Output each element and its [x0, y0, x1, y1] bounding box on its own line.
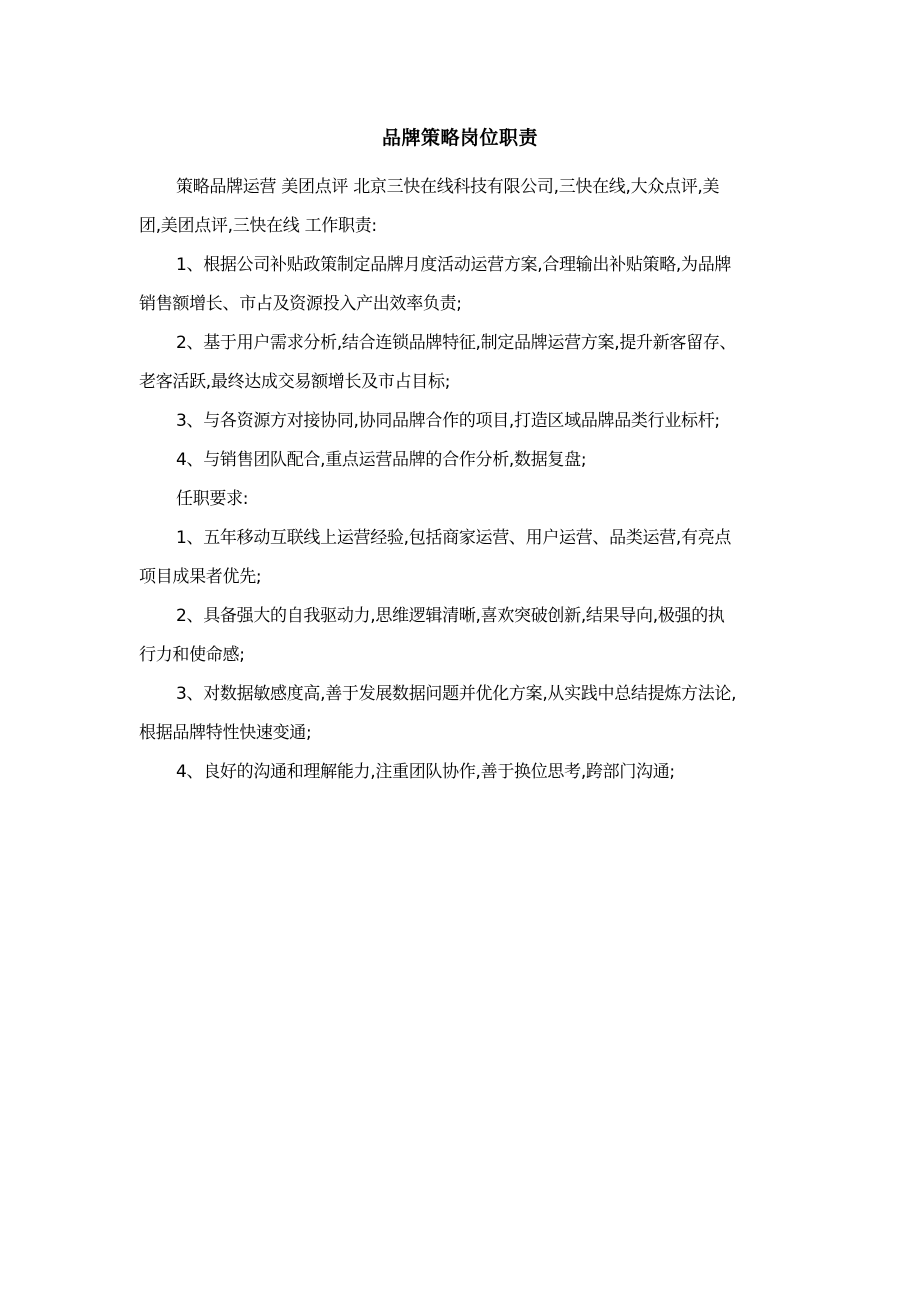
duty-item-3-line-1: 3、与各资源方对接协同,协同品牌合作的项目,打造区域品牌品类行业标杆; — [176, 411, 720, 431]
requirement-item-3-line-1: 3、对数据敏感度高,善于发展数据问题并优化方案,从实践中总结提炼方法论, — [176, 684, 737, 704]
intro-paragraph — [139, 168, 794, 246]
document-title: 品牌策略岗位职责 — [381, 127, 538, 149]
document-body — [139, 168, 794, 792]
requirement-item-4-line-1: 4、良好的沟通和理解能力,注重团队协作,善于换位思考,跨部门沟通; — [176, 762, 675, 782]
requirement-item-2 — [139, 597, 794, 675]
requirement-item-1-line-1: 1、五年移动互联线上运营经验,包括商家运营、用户运营、品类运营,有亮点 — [176, 528, 732, 548]
duty-item-4 — [139, 441, 794, 480]
requirement-item-2-line-1: 2、具备强大的自我驱动力,思维逻辑清晰,喜欢突破创新,结果导向,极强的执 — [176, 606, 725, 626]
intro-line-1: 策略品牌运营 美团点评 北京三快在线科技有限公司,三快在线,大众点评,美 — [176, 177, 720, 197]
requirement-item-3-line-2: 根据品牌特性快速变通; — [139, 723, 312, 743]
duty-item-2-line-2: 老客活跃,最终达成交易额增长及市占目标; — [139, 372, 451, 392]
requirement-item-3 — [139, 675, 794, 753]
requirement-item-1 — [139, 519, 794, 597]
duty-item-3 — [139, 402, 794, 441]
requirement-item-4 — [139, 753, 794, 792]
duty-item-1-line-1: 1、根据公司补贴政策制定品牌月度活动运营方案,合理输出补贴策略,为品牌 — [176, 255, 732, 275]
requirements-heading-text: 任职要求: — [176, 489, 249, 509]
duty-item-2 — [139, 324, 794, 402]
duty-item-2-line-1: 2、基于用户需求分析,结合连锁品牌特征,制定品牌运营方案,提升新客留存、 — [176, 333, 737, 353]
intro-line-2: 团,美团点评,三快在线 工作职责: — [139, 216, 377, 236]
duty-item-1-line-2: 销售额增长、市占及资源投入产出效率负责; — [139, 294, 462, 314]
requirement-item-2-line-2: 行力和使命感; — [139, 645, 245, 665]
requirement-item-1-line-2: 项目成果者优先; — [139, 567, 262, 587]
requirements-heading — [139, 480, 794, 519]
duty-item-1 — [139, 246, 794, 324]
duty-item-4-line-1: 4、与销售团队配合,重点运营品牌的合作分析,数据复盘; — [176, 450, 587, 470]
